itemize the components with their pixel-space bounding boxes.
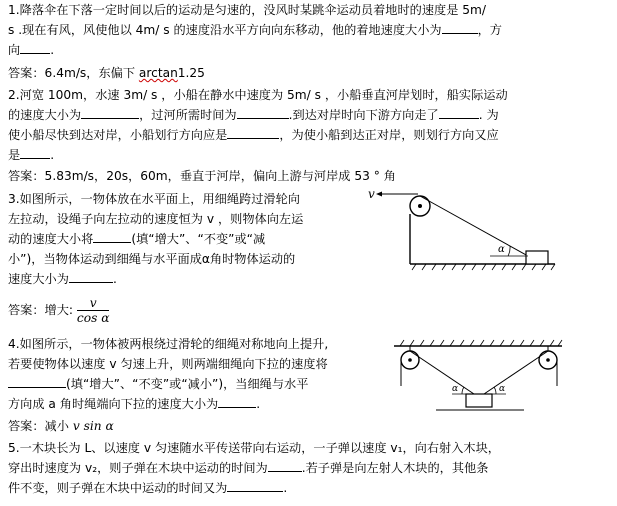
- q4-line-1: 4.如图所示，一物体被两根绕过滑轮的细绳对称地向上提升,: [8, 337, 329, 351]
- answer-value: 1.25: [177, 66, 205, 80]
- arrow-head-icon: [376, 192, 382, 197]
- q4-text: .: [256, 397, 261, 411]
- q4-blank: [218, 396, 256, 408]
- q2-text: ，过河所需时间为: [139, 108, 237, 122]
- q4-line-3: [8, 376, 308, 392]
- right-angle-label: α: [499, 384, 506, 394]
- q1-text: 向: [8, 43, 21, 57]
- q3-text: (填“增大”、“不变”或“减: [131, 232, 266, 246]
- q3-text: .: [112, 272, 117, 286]
- q5-text: 件不变，则子弹在木块中运动的时间又为: [8, 481, 228, 495]
- q2-line-3: [8, 127, 499, 143]
- q3-line-1: 3.如图所示，一物体放在水平面上，用细绳跨过滑轮向: [8, 192, 300, 206]
- rope-incline: [420, 196, 528, 256]
- block: [526, 251, 548, 264]
- left-angle-arc: [462, 387, 464, 394]
- q3-answer: [8, 296, 109, 325]
- q3-line-5: [8, 271, 117, 287]
- q3-line-2: 左拉动，设绳子向左拉动的速度恒为 v ，则物体向左运: [8, 212, 304, 226]
- q4-blank: [8, 376, 66, 388]
- q5-line-1: 5.一木块长为 L、以速度 v 匀速随水平传送带向右运动，一子弹以速度 v₁，向右射入木块，: [8, 441, 500, 455]
- answer-label: 答案：减小: [8, 419, 73, 433]
- q1-text: s .现在有风，风使他以 4m/ s 的速度沿水平方向向东移动，他的着地速度大小为: [8, 23, 442, 37]
- q2-blank: [81, 107, 139, 119]
- q5-text: 穿出时速度为 v₂，则子弹在木块中运动的时间为: [8, 461, 268, 475]
- left-angle-label: α: [452, 384, 459, 394]
- q2-text: . 为: [478, 108, 499, 122]
- answer-label: 答案：6.4m/s，东偏下: [8, 66, 139, 80]
- q2-text: .到达对岸时向下游方向走了: [288, 108, 439, 122]
- q2-line-4: [8, 147, 54, 163]
- q3-text: 速度大小为: [8, 272, 69, 286]
- q2-text: 使小船尽快到达对岸，小船划行方向应是: [8, 128, 228, 142]
- left-rope: [410, 351, 474, 394]
- q4-line-4: [8, 396, 260, 412]
- q2-text: 是: [8, 148, 21, 162]
- q2-answer: 答案：5.83m/s，20s，60m，垂直于河岸，偏向上游与河岸成 53 ° 角: [8, 169, 396, 183]
- right-axle-icon: [546, 358, 550, 362]
- q2-blank: [237, 107, 289, 119]
- q3-line-3: [8, 231, 265, 247]
- q1-text: ，方: [477, 23, 502, 37]
- angle-arc: [508, 246, 510, 256]
- q1-line-2: [8, 22, 502, 38]
- q5-line-3: [8, 480, 287, 496]
- answer-fraction: [77, 296, 110, 325]
- ground-hatching: [412, 264, 555, 270]
- fraction-numerator: v: [77, 296, 110, 311]
- left-axle-icon: [408, 358, 412, 362]
- q2-blank: [227, 127, 279, 139]
- q5-line-2: [8, 460, 488, 476]
- answer-value: v sin α: [72, 419, 114, 433]
- right-rope: [484, 351, 548, 394]
- q1-blank-speed: [442, 22, 478, 34]
- q2-line-1: 2.河宽 100m，水速 3m/ s ，小船在静水中速度为 5m/ s ，小船垂直河岸划时，船实际运动: [8, 88, 508, 102]
- fraction-denominator: cos α: [76, 311, 110, 325]
- pulley-axle-icon: [418, 204, 422, 208]
- q3-blank: [69, 271, 113, 283]
- right-angle-arc: [494, 387, 496, 394]
- q5-blank: [268, 460, 302, 472]
- q4-answer: [8, 418, 114, 434]
- velocity-label: v: [368, 187, 375, 201]
- answer-label: 答案：增大:: [8, 303, 77, 317]
- q2-text: 的速度大小为: [8, 108, 82, 122]
- answer-term: arctan: [138, 66, 178, 80]
- q5-text: .: [283, 481, 288, 495]
- two-pulley-figure: [392, 336, 568, 414]
- q4-text: 方向成 a 角时绳端向下拉的速度大小为: [8, 397, 219, 411]
- q5-blank: [227, 480, 283, 492]
- q2-text: ，为使小船到达正对岸，则划行方向又应: [279, 128, 499, 142]
- angle-label: α: [498, 244, 505, 255]
- q3-text: 动的速度大小将: [8, 232, 94, 246]
- q5-text: .若子弹是向左射人木块的，其他条: [301, 461, 489, 475]
- q1-text: .: [50, 43, 55, 57]
- q2-blank: [20, 147, 50, 159]
- q1-line-3: [8, 42, 54, 58]
- q2-text: .: [50, 148, 55, 162]
- q2-line-2: [8, 107, 499, 123]
- pulley-incline-figure: [360, 184, 560, 274]
- q1-blank-direction: [20, 42, 50, 54]
- q4-text: (填“增大”、“不变”或“减小”)，当细绳与水平: [66, 377, 309, 391]
- q3-line-4: 小”)，当物体运动到细绳与水平面成α角时物体运动的: [8, 252, 296, 266]
- ceiling-hatching: [400, 340, 562, 346]
- q3-blank: [93, 231, 131, 243]
- q1-line-1: 1.降落伞在下落一定时间以后的运动是匀速的，没风时某跳伞运动员着地时的速度是 5m/: [8, 3, 486, 17]
- q2-blank: [439, 107, 479, 119]
- q4-line-2: 若要使物体以速度 v 匀速上升，则两端细绳向下拉的速度将: [8, 357, 328, 371]
- lifted-block: [466, 394, 492, 407]
- q1-answer: [8, 65, 205, 81]
